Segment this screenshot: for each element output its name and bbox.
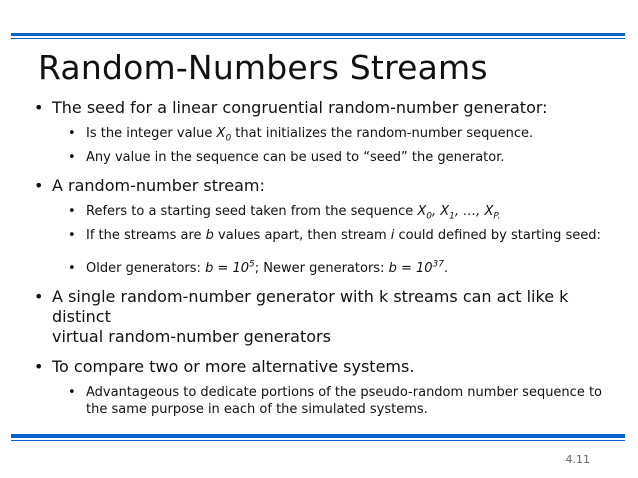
bullet-stream: • A random-number stream: <box>34 176 619 196</box>
top-rule <box>11 33 625 36</box>
sub-bullet-stream-seed: • Refers to a starting seed taken from the sequence $X_0$, $X_1$, …, $X_{P.}$ <box>68 203 619 220</box>
bullet-compare: • To compare two or more alternative systems. <box>34 357 619 377</box>
bottom-rule <box>11 434 625 438</box>
sub-bullet-seed-integer: • Is the integer value $X_0$ that initializes the random-number sequence. <box>68 125 619 142</box>
top-rule-thin <box>11 38 625 39</box>
slide-title: Random-Numbers Streams <box>38 48 488 87</box>
slide-body <box>34 98 619 418</box>
bottom-rule-thin <box>11 440 625 441</box>
sub-bullet-compare-advantageous: • Advantageous to dedicate portions of the pseudo-random number sequence to the same purpose in each of the simulated systems. <box>68 384 619 418</box>
sub-bullet-stream-apart: • If the streams are b values apart, then stream i could defined by starting seed: <box>68 227 619 244</box>
page-number: 4.11 <box>565 453 590 466</box>
bullet-seed: • The seed for a linear congruential random-number generator: <box>34 98 619 118</box>
sub-bullet-seed-any-value: • Any value in the sequence can be used to “seed” the generator. <box>68 149 619 166</box>
bullet-single-generator: • A single random-number generator with k streams can act like k distinct virtual random-number generators <box>34 287 619 347</box>
sub-bullet-stream-generators: • Older generators: $b = 10^5$; Newer generators: $b = 10^{37}$. <box>68 260 619 277</box>
